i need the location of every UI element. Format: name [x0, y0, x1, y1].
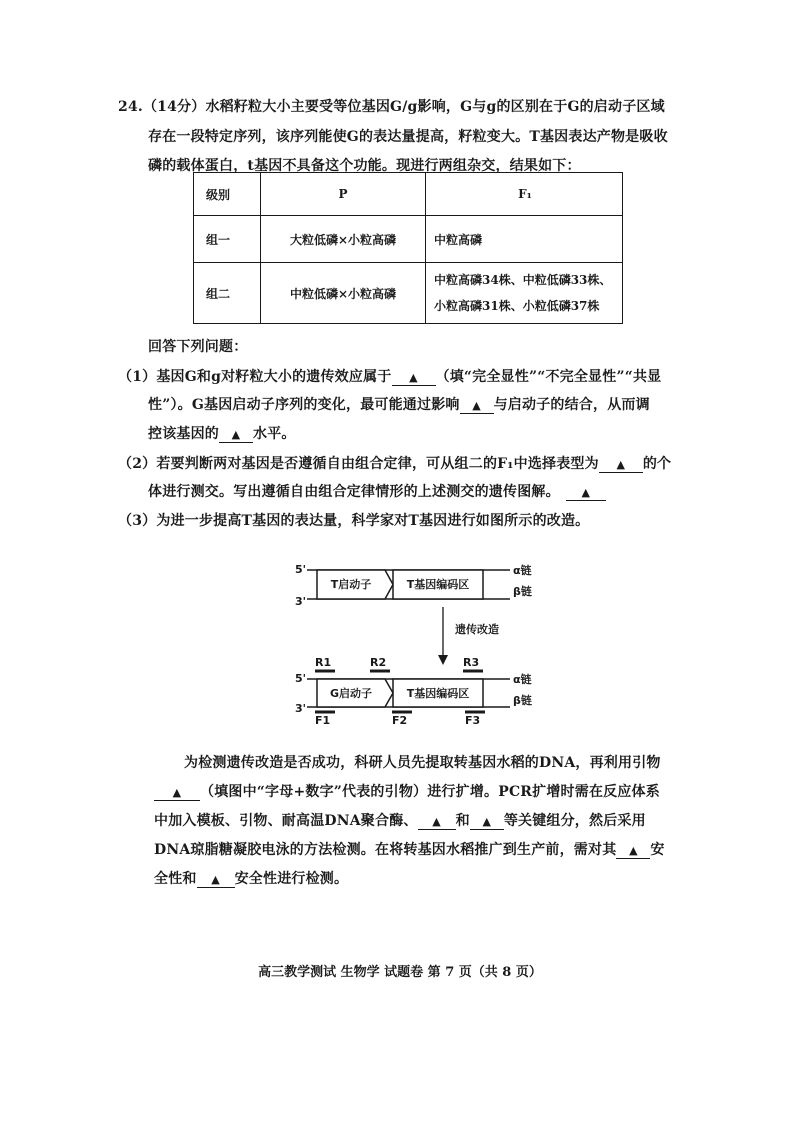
table-header-row	[194, 173, 623, 216]
table-cell-group: 组二	[194, 263, 261, 324]
answer-blank	[219, 426, 253, 443]
blank-triangle-icon: ▲	[629, 844, 638, 857]
primer-r3-label: R3	[463, 656, 480, 669]
blank-triangle-icon: ▲	[616, 458, 626, 471]
genetic-modification-diagram	[285, 555, 545, 725]
q1-text-b: （填“完全显性”“不完全显性”“共显	[435, 369, 662, 385]
table-cell-f1: 中粒高磷	[426, 216, 623, 263]
q3-text-l4b: 安	[650, 842, 665, 858]
q2-text-c: 体进行测交。写出遵循自由组合定律情形的上述测交的遗传图解。	[148, 484, 560, 500]
primer-f1-label: F1	[315, 714, 331, 725]
q1-text-f: 水平。	[253, 426, 296, 442]
primer-f3-label: F3	[465, 714, 481, 725]
blank-triangle-icon: ▲	[472, 399, 481, 412]
page-footer: 高三教学测试 生物学 试题卷 第 7 页（共 8 页）	[258, 965, 542, 980]
table-row	[194, 263, 623, 324]
primer-f2-label: F2	[392, 714, 408, 725]
answer-blank	[566, 484, 606, 501]
q3-text-l3c: 等关键组分，然后采用	[503, 813, 646, 829]
beta-chain-label-bottom: β链	[513, 694, 532, 707]
question-intro-line-3: 磷的载体蛋白，t基因不具备这个功能。现进行两组杂交，结果如下：	[148, 158, 581, 174]
table-cell-f1	[426, 263, 623, 324]
q1-text-e: 控该基因的	[148, 426, 219, 442]
table-cell-parents: 大粒低磷×小粒高磷	[261, 216, 426, 263]
answer-blank	[392, 369, 436, 386]
question-intro-line-2: 存在一段特定序列，该序列能使G的表达量提高，籽粒变大。T基因表达产物是吸收	[148, 129, 668, 145]
blank-triangle-icon: ▲	[581, 486, 591, 499]
g-promoter-label: G启动子	[329, 687, 373, 700]
blank-triangle-icon: ▲	[409, 371, 418, 384]
q2-text-b: 的个	[642, 456, 672, 472]
t-coding-label-top: T基因编码区	[406, 578, 470, 591]
answer-intro: 回答下列问题：	[148, 339, 248, 355]
q1-text-a: （1）基因G和g对籽粒大小的遗传效应属于	[118, 369, 392, 385]
q3-text-l2b: （填图中“字母+数字”代表的引物）进行扩增。PCR扩增时需在反应体系	[200, 784, 660, 800]
blank-triangle-icon: ▲	[211, 873, 220, 886]
blank-triangle-icon: ▲	[482, 815, 492, 828]
q3-text-l3a: 中加入模板、引物、耐高温DNA聚合酶、	[154, 813, 418, 829]
q1-line-2	[148, 394, 650, 414]
q1-text-c: 性”）。G基因启动子序列的变化，最可能通过影响	[148, 397, 460, 413]
arrow-head-icon	[438, 655, 448, 665]
table-cell-f1-line-1: 中粒高磷34株、中粒低磷33株、	[434, 273, 612, 287]
question-intro-line-1: 24.（14分）水稻籽粒大小主要受等位基因G/g影响，G与g的区别在于G的启动子区域	[118, 99, 665, 115]
q3-text-l4a: DNA琼脂糖凝胶电泳的方法检测。在将转基因水稻推广到生产前，需对其	[154, 842, 617, 858]
q3-text-l5b: 安全性进行检测。	[234, 871, 349, 887]
q3-text-l3b: 和	[455, 813, 470, 829]
blank-triangle-icon: ▲	[172, 786, 182, 799]
alpha-chain-label-bottom: α链	[513, 673, 532, 686]
three-prime-label-bottom: 3'	[295, 702, 307, 715]
t-promoter-label: T启动子	[330, 578, 372, 591]
answer-blank	[460, 397, 494, 414]
table-header-group: 级别	[194, 173, 261, 216]
q3-body-line-2	[154, 781, 660, 801]
table-header-parents: P	[261, 173, 426, 216]
q2-line-1	[118, 453, 671, 473]
table-row	[194, 216, 623, 263]
answer-blank	[197, 871, 235, 888]
blank-triangle-icon: ▲	[231, 428, 241, 441]
five-prime-label-bottom: 5'	[295, 672, 307, 685]
q3-line-1: （3）为进一步提高T基因的表达量，科学家对T基因进行如图所示的改造。	[118, 513, 590, 529]
cross-results-table	[193, 172, 623, 324]
q3-body-line-4	[154, 839, 665, 859]
q2-text-a: （2）若要判断两对基因是否遵循自由组合定律，可从组二的F₁中选择表型为	[118, 456, 599, 472]
answer-blank	[470, 813, 504, 830]
q1-line-3	[148, 423, 296, 443]
q1-text-d: 与启动子的结合，从而调	[493, 397, 650, 413]
five-prime-label-top: 5'	[295, 563, 307, 576]
beta-chain-label-top: β链	[513, 585, 532, 598]
answer-blank	[154, 784, 200, 801]
t-coding-label-bottom: T基因编码区	[406, 687, 470, 700]
table-cell-group: 组一	[194, 216, 261, 263]
answer-blank	[599, 456, 643, 473]
table-header-f1: F₁	[426, 173, 623, 216]
primer-r2-label: R2	[370, 656, 387, 669]
modification-label: 遗传改造	[455, 623, 499, 636]
alpha-chain-label-top: α链	[513, 564, 532, 577]
blank-triangle-icon: ▲	[432, 815, 441, 828]
q3-text-l5a: 全性和	[154, 871, 197, 887]
q3-body-line-3	[154, 810, 646, 830]
three-prime-label-top: 3'	[295, 595, 307, 608]
primer-r1-label: R1	[315, 656, 332, 669]
table-cell-f1-line-2: 小粒高磷31株、小粒低磷37株	[434, 299, 600, 313]
answer-blank	[418, 813, 456, 830]
q2-line-2	[148, 481, 606, 501]
q3-body-line-1: 为检测遗传改造是否成功，科研人员先提取转基因水稻的DNA，再利用引物	[184, 755, 661, 771]
table-cell-parents: 中粒低磷×小粒高磷	[261, 263, 426, 324]
q3-body-line-5	[154, 868, 348, 888]
answer-blank	[616, 842, 650, 859]
q1-line-1	[118, 366, 661, 386]
